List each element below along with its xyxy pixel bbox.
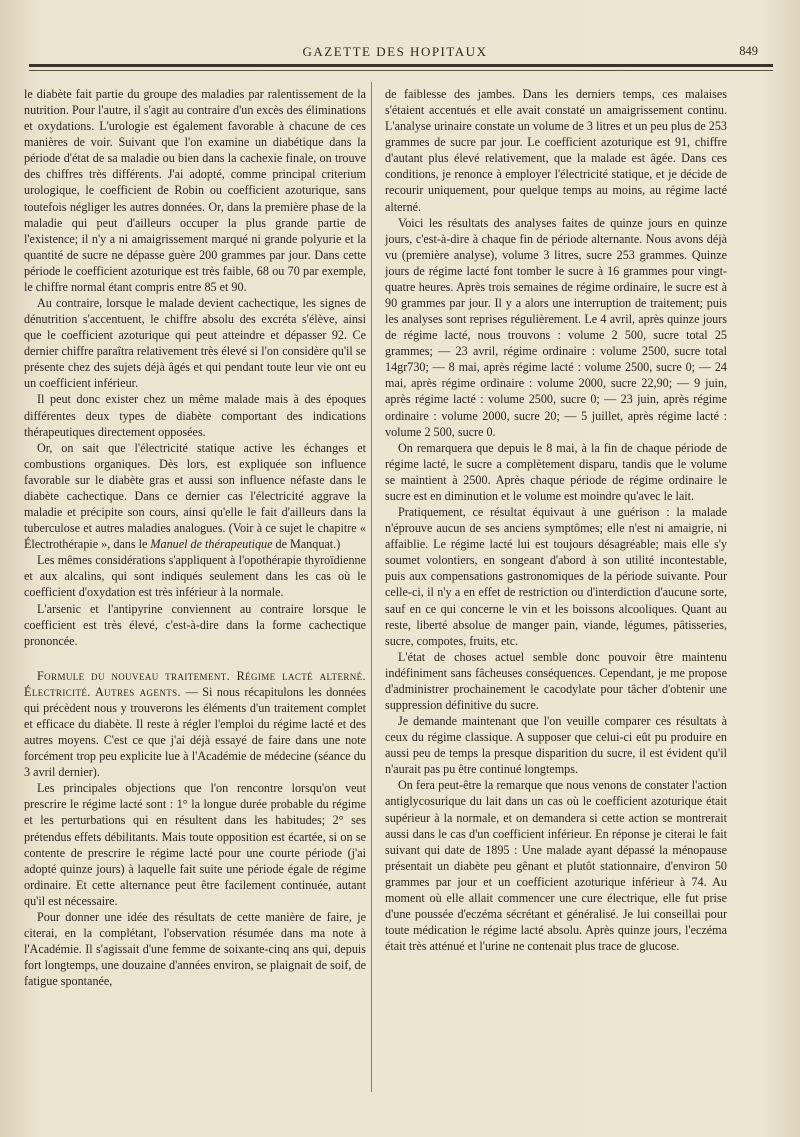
- paragraph-text: — Si nous récapitulons les données qui précèdent nous y trouverons les éléments d'un traitement complet et efficace du diabète. Il reste à régler l'emploi du régime lacté et des autres moyens. C'est ce que j'ai déjà essayé de faire dans une note forcément trop peu explicite lue à l'Académie de médecine (séance du 3 avril dernier).: [24, 684, 367, 780]
- paragraph-text: de Manquat.): [272, 537, 341, 552]
- paragraph: de faiblesse des jambes. Dans les derniers temps, ces malaises s'étaient accentués et elle avait constaté un amaigrissement continu. L'analyse urinaire constate un volume de 3 litres et un peu plus de 253 grammes de sucre par jour. Le coefficient azoturique est 91, chiffre d'autant plus élevé relativement, que la malade est âgée. Dans ces conditions, je renonce à employer l'électricité statique, et je décide de recourir uniquement, pour quelque temps au moins, au régime lacté alterné.: [385, 87, 727, 214]
- book-title: Manuel de thérapeutique: [150, 537, 273, 552]
- paragraph: Les mêmes considérations s'appliquent à l'opothérapie thyroïdienne et aux alcalins, qui sont indiqués seulement dans les cas où le coefficient d'oxydation est très inférieur à la normale.: [24, 553, 366, 600]
- paragraph-text: Or, on sait que l'électricité statique active les échanges et combustions organiques. Dès lors, est expliquée son influence favorable sur le diabète gras et aussi son influence néfaste dans le diabète cachectique. Dans ce dernier cas l'électricité aggrave la maladie et précipite son cours, ainsi qu'elle le fait d'ailleurs dans la tuberculose et autres maladies analogues. (Voir à ce sujet le chapitre « Électrothérapie », dans le: [24, 440, 366, 552]
- paragraph: Pratiquement, ce résultat équivaut à une guérison : la malade n'éprouve aucun de ses anciens symptômes; elle n'est ni amaigrie, ni affaiblie. Le régime lacté lui est toujours désagréable; mais elle s'y soumet volontiers, en songeant d'abord à son utilité incontestable, puis aux compensations gastronomiques de la période suivante. Pour celle-ci, il n'y a en effet de restriction ou d'interdiction d'aucune sorte, sauf en ce qui concerne le vin et les boissons alcooliques. Quant au reste, liberté absolue de manger pain, viande, légumes, pâtisseries, sucre, compotes, fruits, etc.: [385, 505, 727, 648]
- header-rule-thin: [29, 70, 773, 71]
- left-column: [24, 86, 366, 989]
- paragraph: Je demande maintenant que l'on veuille comparer ces résultats à ceux du régime classique. A supposer que celui-ci eût pu produire en aussi peu de temps la presque disparition du sucre, il est évident qu'il n'aurait pas pu être continué longtemps.: [385, 714, 727, 777]
- paragraph: Pour donner une idée des résultats de cette manière de faire, je citerai, en la complétant, l'observation résumée dans ma note à l'Académie. Il s'agissait d'une femme de soixante-cinq ans qui, depuis fort longtemps, une douzaine d'années environ, se plaignait de soif, de fatigue spontanée,: [24, 909, 366, 989]
- running-header: GAZETTE DES HOPITAUX: [302, 44, 488, 59]
- paragraph: On fera peut-être la remarque que nous venons de constater l'action antiglycosurique du lait dans un cas où le coefficient azoturique était supérieur à la normale, et on demandera si cette action se montrerait aussi dans le cas d'un coefficient inférieur. En réponse je citerai le fait suivant qui date de 1895 : Une malade ayant dépassé la ménopause présentait un diabète peu gênant et plutôt stationnaire, d'environ 50 grammes par jour et un coefficient azoturique inférieur à 74. Au moment où elle allait commencer une cure électrique, elle fut prise d'une poussée d'eczéma sécrétant et généralisé. Je lui conseillai pour toute médication le régime lacté absolu. Après quinze jours, l'eczéma était très atténué et l'urine ne contenait plus trace de glucose.: [385, 778, 727, 954]
- column-divider: [371, 82, 372, 1092]
- paragraph: L'état de choses actuel semble donc pouvoir être maintenu indéfiniment sans fâcheuses conséquences. Cependant, je me propose d'administrer prochainement le cacodylate pour tâcher d'obtenir une suppression définitive du sucre.: [385, 649, 727, 712]
- paragraph: Voici les résultats des analyses faites de quinze jours en quinze jours, c'est-à-dire à chaque fin de période alternante. Nous avons déjà vu (première analyse), volume 3 litres, sucre 253 grammes. Quinze jours de régime lacté font tomber le sucre à 16 grammes pour vingt-quatre heures. Après trois semaines de régime ordinaire, le sucre est à 90 grammes par jour. Il y a alors une interruption de traitement; puis les analyses sont reprises régulièrement. Le 4 avril, après quinze jours de régime lacté, nous trouvons : volume 2 500, sucre total 25 grammes; — 23 avril, régime ordinaire : volume 2500, sucre total 14gr730; — 8 mai, après régime lacté : volume 2500, sucre 0; — 24 mai, après régime ordinaire : volume 2000, sucre 22,90; — 9 juin, après régime lacté : volume 2500, sucre 0; — 23 juin, après régime ordinaire : volume 2000, sucre 20; — 5 juillet, après régime lacté : volume 2 500, sucre 0.: [385, 215, 727, 439]
- right-column: [385, 86, 727, 954]
- paragraph: On remarquera que depuis le 8 mai, à la fin de chaque période de régime lacté, le sucre a complètement disparu, tandis que le volume se maintient à 2500. Après chaque période de régime ordinaire le sucre est en diminution et le volume est moindre qu'avec le lait.: [385, 440, 727, 503]
- section-paragraph: [24, 668, 366, 781]
- paragraph: L'arsenic et l'antipyrine conviennent au contraire lorsque le coefficient est très élevé, c'est-à-dire dans la forme cachectique prononcée.: [24, 601, 366, 648]
- section-heading: Formule du nouveau traitement. Régime lacté alterné. Électricité. Autres agents.: [24, 668, 366, 699]
- paragraph: le diabète fait partie du groupe des maladies par ralentissement de la nutrition. Pour l'autre, il s'agit au contraire d'un excès des éliminations et oxydations. L'urologie est également favorable à chacune de ces manières de voir. Suivant que l'on examine un diabétique dans la période d'état de sa maladie ou bien dans la cachexie finale, on trouve des chiffres très différents. J'ai adopté, comme principal criterium urologique, le coefficient de Robin ou coefficient azoturique, sans toutefois négliger les autres données. Or, dans la première phase de la maladie qui peut d'ailleurs occuper la plus grande partie de l'existence; il n'y a ni amaigrissement marqué ni grande polyurie et la quantité de sucre ne dépasse guère 200 grammes par jour. Dans cette période le coefficient azoturique est très faible, 68 ou 70 par exemple, le chiffre normal étant compris entre 85 et 90.: [24, 87, 366, 294]
- paragraph: [24, 440, 366, 553]
- page-number: 849: [739, 44, 758, 58]
- header-rule-thick: [29, 64, 773, 67]
- paragraph: Au contraire, lorsque le malade devient cachectique, les signes de dénutrition s'accentuent, le chiffre absolu des excréta s'élève, ainsi que le coefficient azoturique qui peut atteindre et dépasser 92. Ce dernier chiffre paraîtra relativement très élevé si l'on considère qu'il se présente chez des sujets déjà âgés et qui pendant toute leur vie ont eu un coefficient inférieur.: [24, 296, 366, 391]
- paragraph: Il peut donc exister chez un même malade mais à des époques différentes deux types de diabète comportant des indications thérapeutiques directement opposées.: [24, 392, 366, 439]
- paragraph: Les principales objections que l'on rencontre lorsqu'on veut prescrire le régime lacté sont : 1° la longue durée probable du régime et les perturbations qui en résultent dans les habitudes; 2° ses prétendus effets débilitants. Mais toute opposition est écartée, si on se contente de prescrire le régime lacté pour une courte période (j'ai adopté quinze jours) à laquelle fait suite une période égale de régime ordinaire. Et cette alternance peut être facilement continuée, autant qu'il est nécessaire.: [24, 781, 366, 908]
